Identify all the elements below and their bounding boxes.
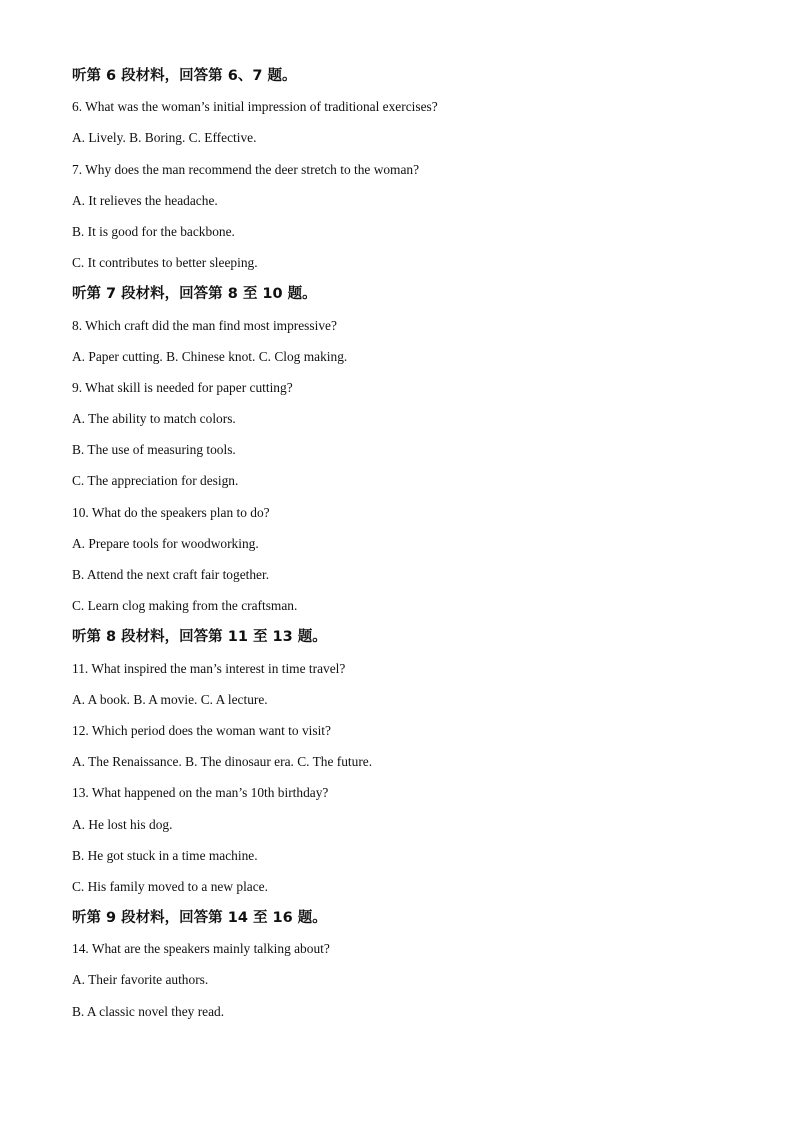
question-13-option-a: A. He lost his dog. <box>72 816 173 832</box>
question-12-options: A. The Renaissance. B. The dinosaur era. C. The future. <box>72 754 373 770</box>
question-9: 9. What skill is needed for paper cutting? <box>72 379 293 395</box>
question-13-option-b: B. He got stuck in a time machine. <box>72 847 258 863</box>
document-page <box>72 66 752 1033</box>
question-7: 7. Why does the man recommend the deer stretch to the woman? <box>72 161 420 177</box>
question-11-options: A. A book. B. A movie. C. A lecture. <box>72 691 268 707</box>
question-10-option-c: C. Learn clog making from the craftsman. <box>72 598 298 614</box>
question-14: 14. What are the speakers mainly talking about? <box>72 941 330 957</box>
question-8: 8. Which craft did the man find most impressive? <box>72 317 337 333</box>
section-heading-6: 听第 6 段材料，回答第 6、7 题。 <box>72 68 297 84</box>
section-heading-8: 听第 8 段材料，回答第 11 至 13 题。 <box>72 629 327 646</box>
question-10-option-b: B. Attend the next craft fair together. <box>72 567 270 582</box>
question-13-option-c: C. His family moved to a new place. <box>72 878 268 894</box>
question-7-option-c: C. It contributes to better sleeping. <box>72 255 258 271</box>
question-14-option-a: A. Their favorite authors. <box>72 972 209 988</box>
question-12: 12. Which period does the woman want to visit? <box>72 722 331 738</box>
question-6: 6. What was the woman’s initial impression of traditional exercises? <box>72 99 438 115</box>
question-9-option-b: B. The use of measuring tools. <box>72 442 236 458</box>
question-14-option-b: B. A classic novel they read. <box>72 1003 225 1019</box>
question-7-option-a: A. It relieves the headache. <box>72 192 218 208</box>
question-6-options: A. Lively. B. Boring. C. Effective. <box>72 130 257 146</box>
question-9-option-a: A. The ability to match colors. <box>72 411 236 427</box>
question-7-option-b: B. It is good for the backbone. <box>72 223 235 239</box>
question-10-option-a: A. Prepare tools for woodworking. <box>72 535 259 551</box>
question-11: 11. What inspired the man’s interest in time travel? <box>72 660 346 676</box>
question-9-option-c: C. The appreciation for design. <box>72 473 239 489</box>
question-8-options: A. Paper cutting. B. Chinese knot. C. Clog making. <box>72 348 348 364</box>
section-heading-9: 听第 9 段材料，回答第 14 至 16 题。 <box>72 910 327 927</box>
question-13: 13. What happened on the man’s 10th birthday? <box>72 785 329 801</box>
question-10: 10. What do the speakers plan to do? <box>72 504 270 520</box>
section-heading-7: 听第 7 段材料，回答第 8 至 10 题。 <box>72 286 317 303</box>
